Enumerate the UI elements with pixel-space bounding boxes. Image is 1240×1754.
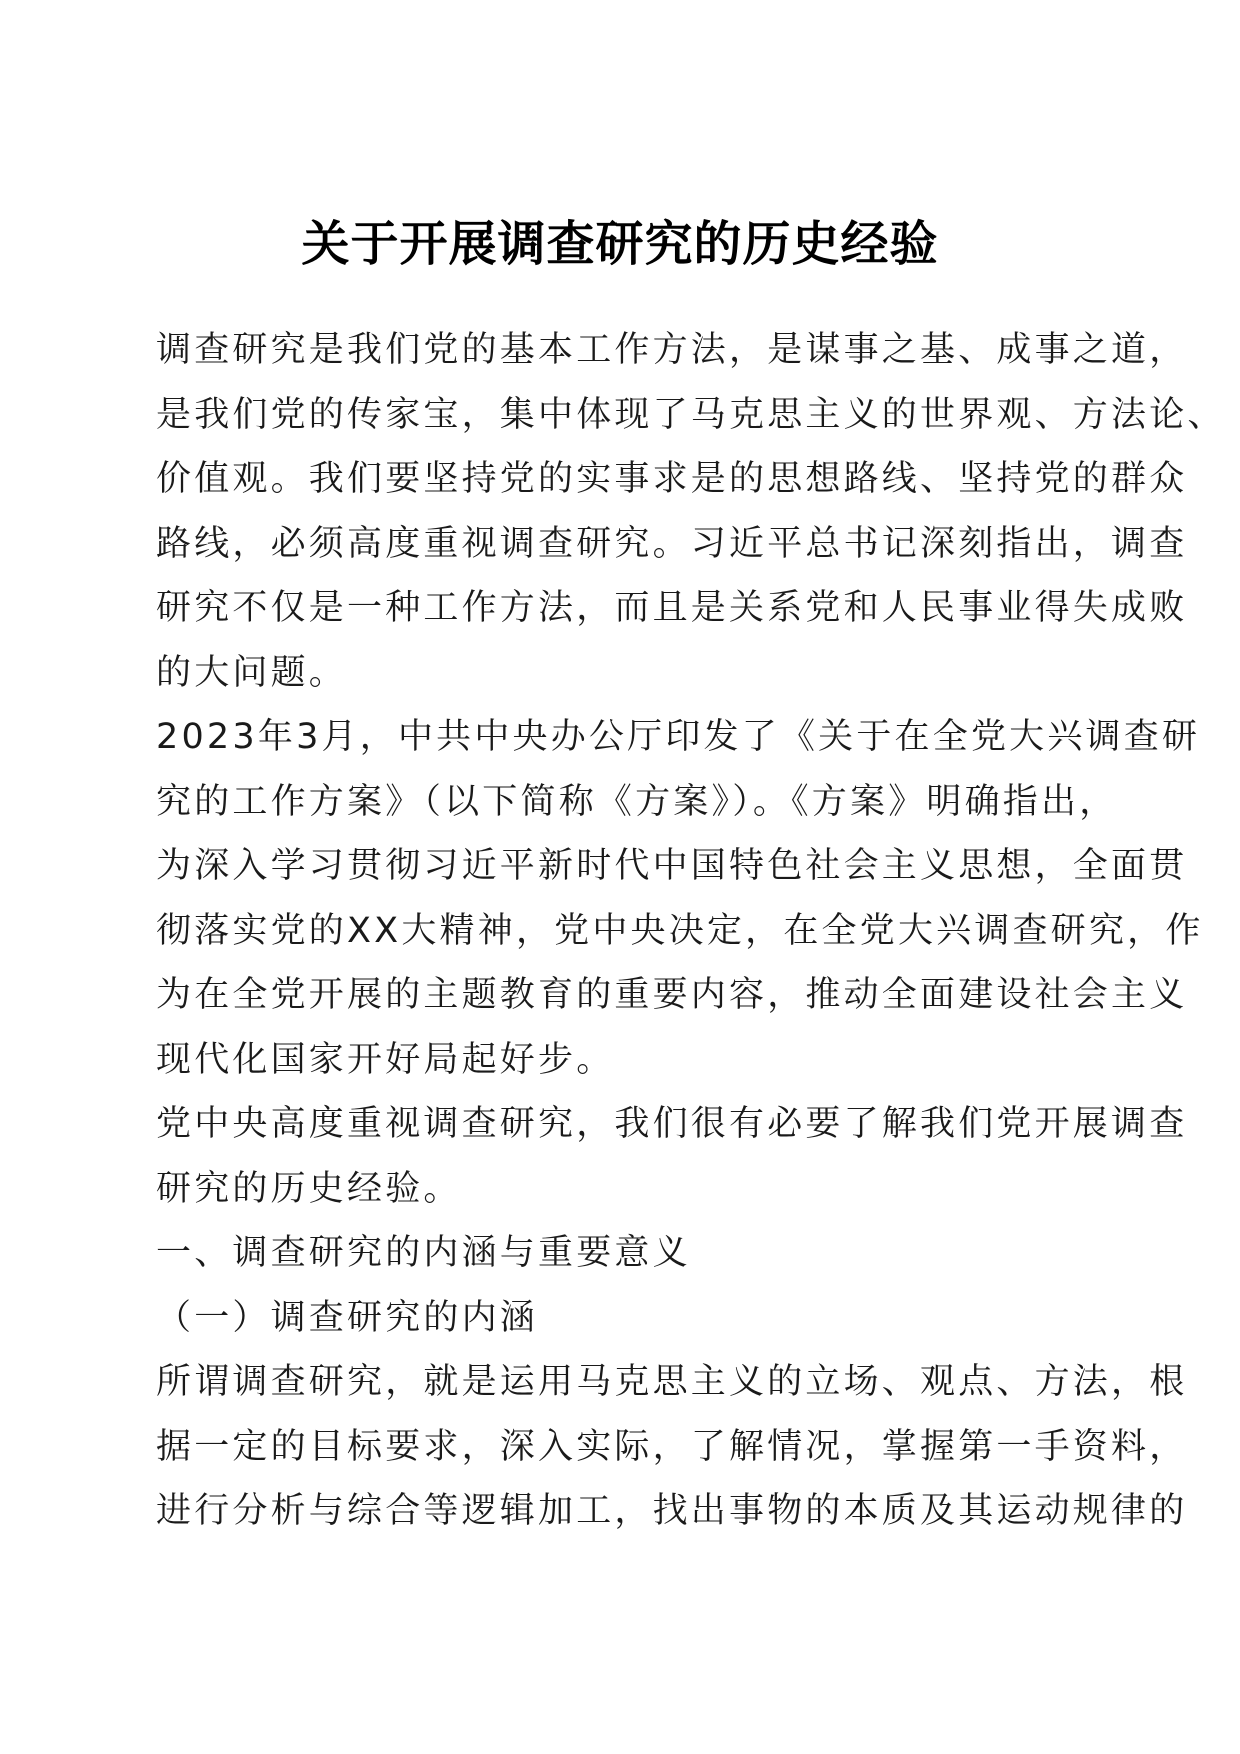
body-line: 党中央高度重视调查研究，我们很有必要了解我们党开展调查 <box>156 1104 1188 1144</box>
body-line: 所谓调查研究，就是运用马克思主义的立场、观点、方法，根 <box>156 1362 1188 1402</box>
body-line: 调查研究是我们党的基本工作方法，是谋事之基、成事之道， <box>156 330 1188 370</box>
document-body <box>156 318 1226 1544</box>
body-line: 为深入学习贯彻习近平新时代中国特色社会主义思想，全面贯 <box>156 846 1188 886</box>
body-line: 研究不仅是一种工作方法，而且是关系党和人民事业得失成败 <box>156 588 1188 628</box>
body-line: 2023年3月，中共中央办公厅印发了《关于在全党大兴调查研 <box>156 717 1201 757</box>
subsection-heading: （一）调查研究的内涵 <box>156 1297 539 1338</box>
section-heading: 一、调查研究的内涵与重要意义 <box>156 1233 691 1273</box>
body-line: 彻落实党的XX大精神，党中央决定，在全党大兴调查研究，作 <box>156 910 1204 951</box>
document-title: 关于开展调查研究的历史经验 <box>301 216 939 272</box>
body-line: 进行分析与综合等逻辑加工，找出事物的本质及其运动规律的 <box>156 1491 1188 1531</box>
body-line: 究的工作方案》（以下简称《方案》）。《方案》明确指出， <box>156 781 1118 822</box>
body-line: 研究的历史经验。 <box>156 1168 462 1209</box>
body-line: 据一定的目标要求，深入实际，了解情况，掌握第一手资料， <box>156 1426 1188 1467</box>
body-line: 为在全党开展的主题教育的重要内容，推动全面建设社会主义 <box>156 975 1188 1015</box>
body-line: 是我们党的传家宝，集中体现了马克思主义的世界观、方法论、 <box>156 394 1226 435</box>
body-line: 价值观。我们要坚持党的实事求是的思想路线、坚持党的群众 <box>156 459 1188 499</box>
body-line: 的大问题。 <box>156 652 348 693</box>
body-line: 现代化国家开好局起好步。 <box>156 1039 615 1080</box>
body-line: 路线，必须高度重视调查研究。习近平总书记深刻指出，调查 <box>156 523 1188 564</box>
